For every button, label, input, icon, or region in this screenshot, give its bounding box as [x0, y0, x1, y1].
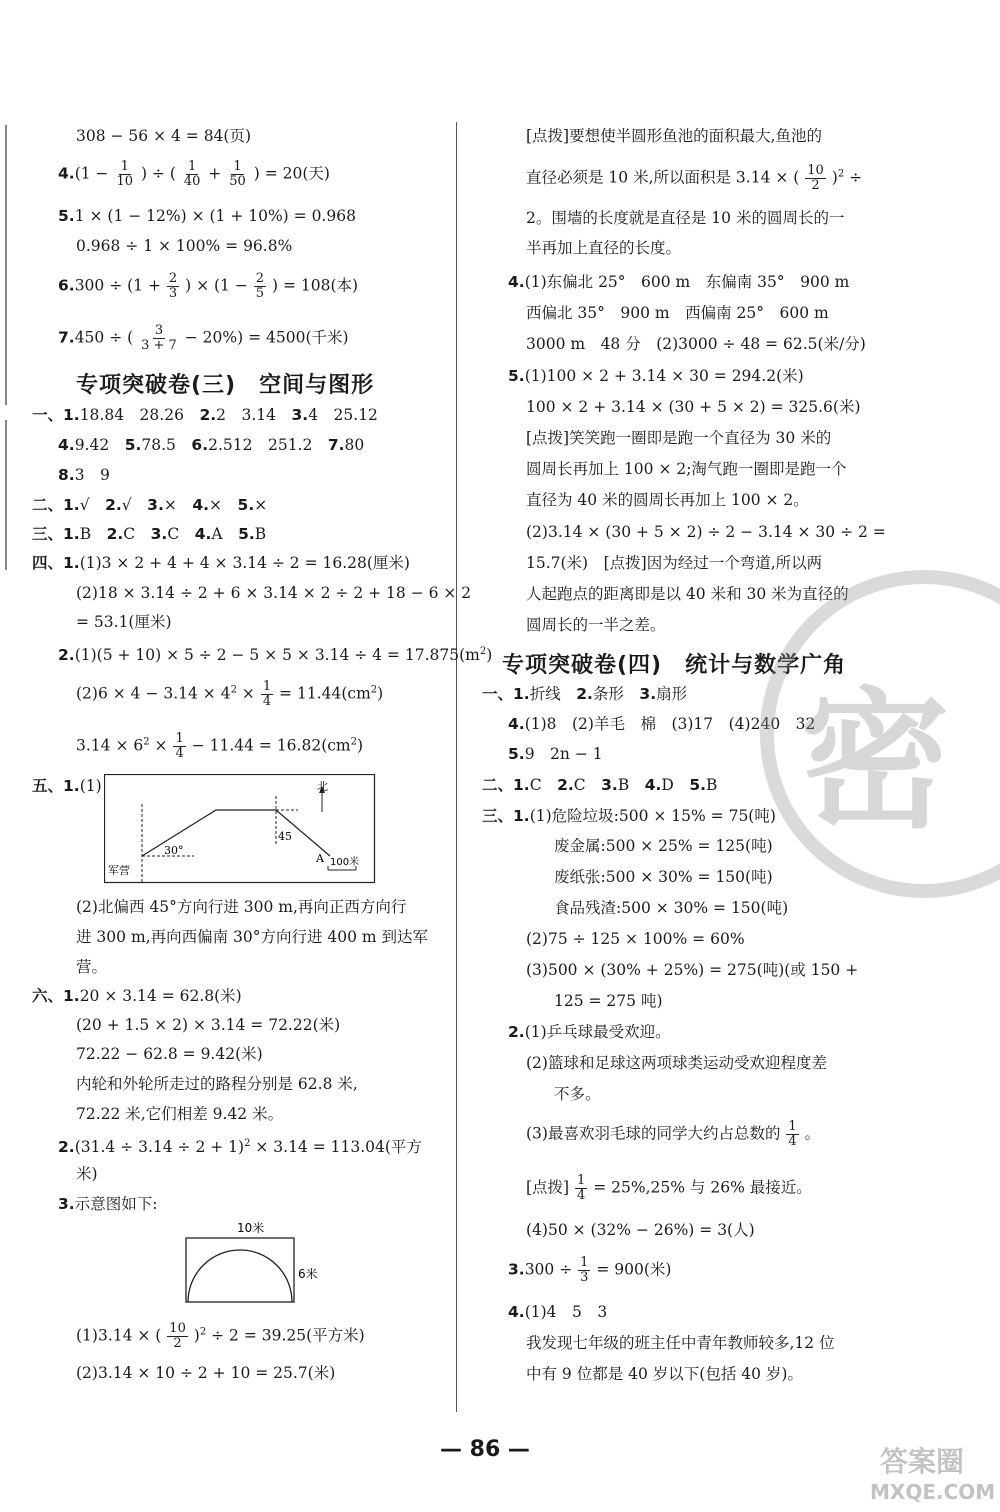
north-label: 北	[315, 780, 329, 792]
answer-line: 4.9.42 5.78.5 6.2.512 251.2 7.80	[58, 436, 365, 454]
answer-q7: 7.450 ÷ ( $\frac{3}{3 + 7}$ − 20%) = 4500(千米)	[58, 323, 349, 353]
answer-line: 营。	[76, 958, 108, 976]
answer-line: $2.(31.4 \div 3.14 \div 2 + 1)^2 \times 3.14 = 113.04$(平方	[58, 1138, 422, 1157]
answer-line: 5.9 2n − 1	[508, 745, 603, 763]
answer-line: = 53.1(厘米)	[76, 613, 172, 631]
answer-line: (3)500 × (30% + 25%) = 275(吨)(或 150 +	[526, 961, 859, 979]
answer-line: 125 = 275 吨)	[554, 992, 663, 1010]
column-divider	[456, 122, 457, 1412]
answer-line: 三、1.B 2.C 3.C 4.A 5.B	[32, 525, 267, 543]
answer-line: 2.(1)乒乓球最受欢迎。	[508, 1023, 671, 1041]
answer-line: 米)	[76, 1165, 98, 1183]
answer-line: 五、1.(1)	[32, 777, 102, 795]
seal-stamp-char: 密	[800, 675, 951, 849]
answer-line: (2)3.14 × 10 ÷ 2 + 10 = 25.7(米)	[76, 1364, 336, 1382]
answer-line: 西偏北 35° 900 m 西偏南 25° 600 m	[526, 304, 829, 322]
answer-line: (1)3.14 × ( $\frac{10}{2}$ )$^2$ ÷ 2 = 39.25(平方米)	[76, 1321, 365, 1351]
page-number: — 86 —	[440, 1437, 530, 1462]
answer-line: 308 − 56 × 4 = 84(页)	[76, 127, 252, 145]
answer-line: 72.22 − 62.8 = 9.42(米)	[76, 1045, 263, 1063]
answer-line: 圆周长的一半之差。	[526, 616, 666, 634]
answer-q6: 6.300 ÷ (1 + $\frac{2}{3}$ ) × (1 − $\frac{2}{5}$ ) = 108(本)	[58, 271, 359, 301]
answer-line: $(2)6 \times 4 - 3.14 \times 4^2$ × $\frac{1}{4}$ = $11.44(cm^2)$	[76, 679, 384, 709]
answer-line: $2.(1)(5 + 10) \times 5 \div 2 - 5 \times 5 \times 3.14 \div 4 = 17.875(m^2)$	[58, 646, 493, 665]
answer-line: 直径为 40 米的圆周长再加上 100 × 2。	[526, 491, 809, 509]
angle-30-label: 30°	[164, 844, 184, 857]
answer-line: 二、1.√ 2.√ 3.× 4.× 5.×	[32, 496, 268, 514]
route-diagram	[104, 774, 376, 884]
watermark-url: MXQE.COM	[870, 1480, 996, 1504]
pond-sketch	[180, 1218, 330, 1310]
answer-line: 3.示意图如下:	[58, 1195, 158, 1213]
answer-line: [点拨]要想使半圆形鱼池的面积最大,鱼池的	[526, 127, 823, 145]
answer-line: (2)75 ÷ 125 × 100% = 60%	[526, 930, 745, 948]
answer-line: (2)3.14 × (30 + 5 × 2) ÷ 2 − 3.14 × 30 ÷ 2 =	[526, 523, 886, 541]
answer-line: (3)最喜欢羽毛球的同学大约占总数的 $\frac{1}{4}$ 。	[526, 1119, 821, 1149]
answer-line: 内轮和外轮所走过的路程分别是 62.8 米,	[76, 1075, 358, 1093]
section-heading: 专项突破卷(三) 空间与图形	[76, 373, 375, 398]
answer-line: 六、1.20 × 3.14 = 62.8(米)	[32, 987, 242, 1005]
answer-line: (2)北偏西 45°方向行进 300 m,再向正西方向行	[76, 898, 407, 916]
answer-line: 废纸张:500 × 30% = 150(吨)	[554, 868, 773, 886]
answer-line: (4)50 × (32% − 26%) = 3(人)	[526, 1221, 755, 1239]
scale-label: 100米	[330, 857, 360, 868]
answer-line: [点拨]笑笑跑一圈即是跑一个直径为 30 米的	[526, 429, 832, 447]
answer-line: 三、1.(1)危险垃圾:500 × 15% = 75(吨)	[482, 807, 776, 825]
answer-line: 4.(1)东偏北 25° 600 m 东偏南 35° 900 m	[508, 273, 850, 291]
point-a-label: A	[316, 852, 324, 865]
answer-line: 四、1.(1)3 × 2 + 4 + 4 × 3.14 ÷ 2 = 16.28(厘米)	[32, 554, 410, 572]
answer-line: 一、1.折线 2.条形 3.扇形	[482, 685, 688, 703]
answer-line: 直径必须是 10 米,所以面积是 3.14 × ( $\frac{10}{2}$ )$^2$ ÷	[526, 163, 863, 193]
answer-line: 100 × 2 + 3.14 × (30 + 5 × 2) = 325.6(米)	[526, 398, 861, 416]
answer-line: 二、1.C 2.C 3.B 4.D 5.B	[482, 776, 718, 794]
answer-line: (2)篮球和足球这两项球类运动受欢迎程度差	[526, 1054, 827, 1072]
answer-line: 我发现七年级的班主任中青年教师较多,12 位	[526, 1334, 835, 1352]
watermark-logo: 答案圈	[880, 1445, 965, 1478]
binding-edge-mark	[5, 420, 7, 570]
answer-line: $3.14 \times 6^2$ × $\frac{1}{4}$ − $11.44 = 16.82(cm^2)$	[76, 731, 364, 761]
answer-line: 不多。	[554, 1085, 601, 1103]
camp-label: 军营	[108, 864, 130, 877]
answer-line: 3000 m 48 分 (2)3000 ÷ 48 = 62.5(米/分)	[526, 335, 866, 353]
answer-line: 人起跑点的距离即是以 40 米和 30 米为直径的	[526, 585, 849, 603]
answer-line: 圆周长再加上 100 × 2;淘气跑一圈即是跑一个	[526, 460, 847, 478]
answer-line: 8.3 9	[58, 466, 110, 484]
section-heading: 专项突破卷(四) 统计与数学广角	[502, 653, 847, 678]
answer-line: 15.7(米) [点拨]因为经过一个弯道,所以两	[526, 554, 823, 572]
answer-line: 5.(1)100 × 2 + 3.14 × 30 = 294.2(米)	[508, 367, 804, 385]
answer-line: 4.(1)4 5 3	[508, 1303, 608, 1321]
binding-edge-mark	[5, 125, 7, 405]
answer-line: 2。围墙的长度就是直径是 10 米的圆周长的一	[526, 209, 845, 227]
answer-line: 4.(1)8 (2)羊毛 棉 (3)17 (4)240 32	[508, 715, 816, 733]
answer-line: (20 + 1.5 × 2) × 3.14 = 72.22(米)	[76, 1016, 341, 1034]
answer-line: 废金属:500 × 25% = 125(吨)	[554, 837, 773, 855]
sketch-width-label: 10米	[237, 1221, 265, 1235]
angle-45-label: 45	[278, 830, 292, 843]
answer-line: 半再加上直径的长度。	[526, 239, 682, 257]
answer-line: 一、1.18.84 28.26 2.2 3.14 3.4 25.12	[32, 406, 378, 424]
answer-line: 中有 9 位都是 40 岁以下(包括 40 岁)。	[526, 1365, 803, 1383]
answer-q5: 5.1 × (1 − 12%) × (1 + 10%) = 0.968	[58, 207, 356, 225]
answer-line: (2)18 × 3.14 ÷ 2 + 6 × 3.14 × 2 ÷ 2 + 18 − 6 × 2	[76, 584, 472, 602]
answer-line: 0.968 ÷ 1 × 100% = 96.8%	[76, 237, 293, 255]
answer-line: 72.22 米,它们相差 9.42 米。	[76, 1105, 284, 1123]
answer-line: [点拨] $\frac{1}{4}$ = 25%,25% 与 26% 最接近。	[526, 1173, 812, 1203]
answer-line: 进 300 m,再向西偏南 30°方向行进 400 m 到达军	[76, 928, 429, 946]
answer-line: 食品残渣:500 × 30% = 150(吨)	[554, 899, 789, 917]
sketch-height-label: 6米	[298, 1267, 318, 1281]
answer-line: 3.300 ÷ $\frac{1}{3}$ = 900(米)	[508, 1255, 672, 1285]
answer-q4: 4.(1 − $\frac{1}{10}$ ) ÷ ( $\frac{1}{40}$ + $\frac{1}{50}$ ) = 20(天)	[58, 159, 330, 189]
